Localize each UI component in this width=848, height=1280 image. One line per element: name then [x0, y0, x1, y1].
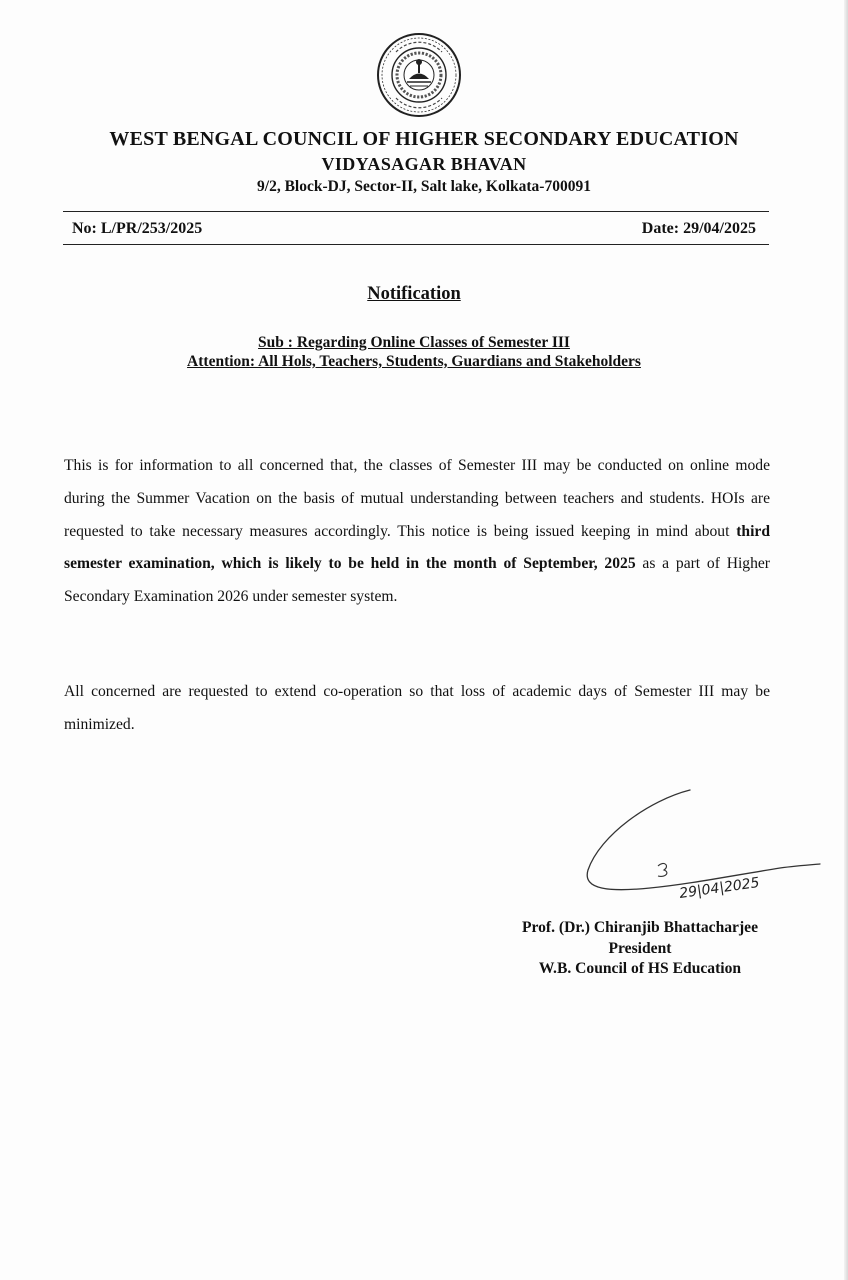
body-paragraph-2: All concerned are requested to extend co-operation so that loss of academic days of Semester III may be minimized. [64, 683, 770, 733]
header-rule-top [63, 211, 769, 212]
building-name: VIDYASAGAR BHAVAN [321, 154, 527, 174]
notice-subject: Sub : Regarding Online Classes of Semester III [258, 334, 570, 351]
header-rule-bottom [63, 244, 769, 245]
org-address: 9/2, Block-DJ, Sector-II, Salt lake, Kolkata-700091 [257, 178, 591, 195]
reference-date: Date: 29/04/2025 [641, 220, 756, 237]
notice-attention: Attention: All Hols, Teachers, Students, Guardians and Stakeholders [187, 353, 641, 370]
signatory-block [452, 918, 828, 980]
body-text: as a part of Higher Secondary Examination 2026 under semester system. [64, 555, 770, 606]
notice-title: Notification [367, 284, 461, 304]
signatory-designation: President [608, 939, 672, 957]
council-seal-icon [376, 32, 462, 118]
body-paragraph-1 [64, 450, 770, 614]
signatory-office: W.B. Council of HS Education [538, 960, 742, 977]
reference-number: No: L/PR/253/2025 [72, 220, 203, 237]
body-emphasis: third semester examination, which is likely to be held in the month of September, 2025 [64, 522, 770, 573]
signatory-name: Prof. (Dr.) Chiranjib Bhattacharjee [521, 919, 759, 936]
handwritten-signature [580, 780, 830, 910]
body-text: This is for information to all concerned that, the classes of Semester III may be conducted on online mode during the Summer Vacation on the basis of mutual understanding between teachers and students. HOIs are requested to take necessary measures accordingly. This notice is being issued keeping in mind about [64, 457, 770, 540]
svg-text:29|04|2025: 29|04|2025 [678, 874, 761, 902]
org-name: WEST BENGAL COUNCIL OF HIGHER SECONDARY EDUCATION [109, 128, 739, 150]
